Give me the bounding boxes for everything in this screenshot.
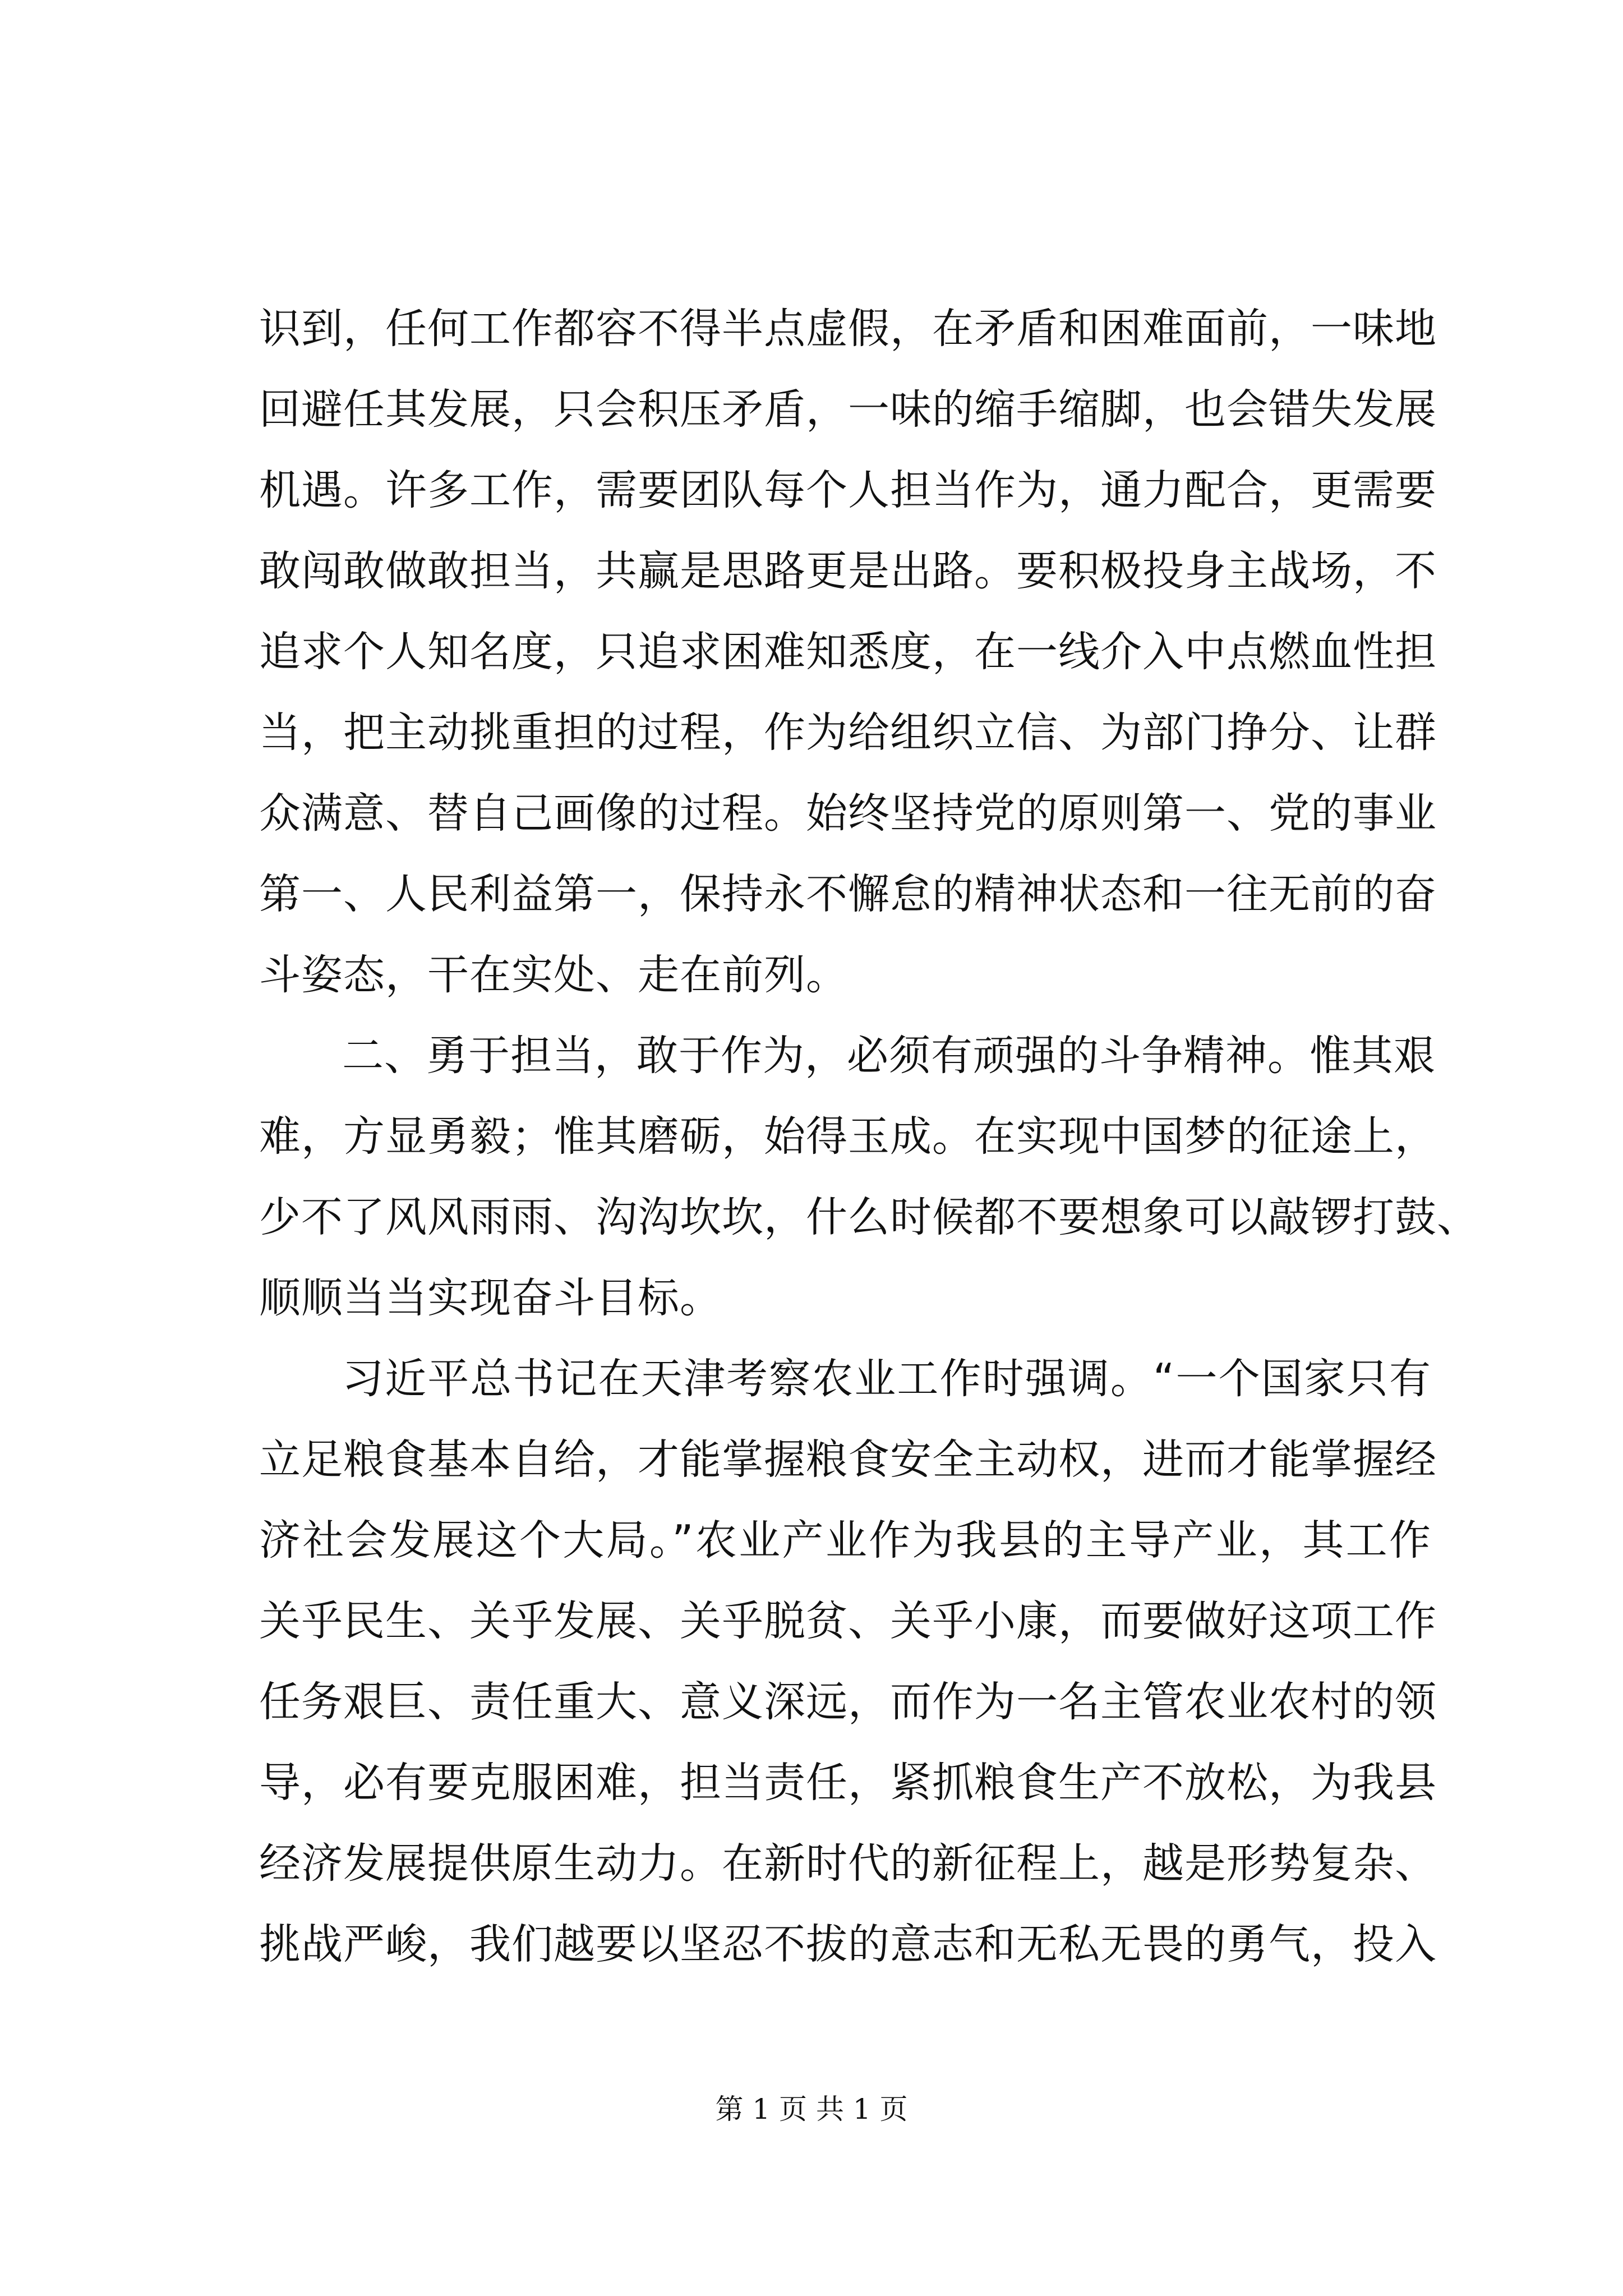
text-line: 识到，任何工作都容不得半点虚假，在矛盾和困难面前，一味地 xyxy=(259,305,1437,353)
text-line: 机遇。许多工作，需要团队每个人担当作为，通力配合，更需要 xyxy=(259,466,1437,514)
text-line: 济社会发展这个大局。”农业产业作为我县的主导产业，其工作 xyxy=(259,1516,1431,1565)
page-footer: 第 1 页 共 1 页 xyxy=(715,2093,908,2125)
text-line: 任务艰巨、责任重大、意义深远，而作为一名主管农业农村的领 xyxy=(259,1678,1437,1726)
text-line: 少不了风风雨雨、沟沟坎坎，什么时候都不要想象可以敲锣打鼓、 xyxy=(259,1193,1479,1241)
text-line: 回避任其发展，只会积压矛盾，一味的缩手缩脚，也会错失发展 xyxy=(259,385,1437,434)
text-line: 难，方显勇毅；惟其磨砺，始得玉成。在实现中国梦的征途上， xyxy=(259,1112,1437,1161)
text-line: 习近平总书记在天津考察农业工作时强调。“一个国家只有 xyxy=(342,1355,1431,1403)
text-line: 导，必有要克服困难，担当责任，紧抓粮食生产不放松，为我县 xyxy=(259,1759,1437,1807)
section-heading-line: 二、勇于担当，敢于作为，必须有顽强的斗争精神。惟其艰 xyxy=(342,1032,1436,1080)
text-line: 第一、人民利益第一，保持永不懈怠的精神状态和一往无前的奋 xyxy=(259,870,1437,918)
text-line: 立足粮食基本自给，才能掌握粮食安全主动权，进而才能掌握经 xyxy=(259,1435,1437,1484)
text-line: 关乎民生、关乎发展、关乎脱贫、关乎小康，而要做好这项工作 xyxy=(259,1597,1437,1645)
text-line: 顺顺当当实现奋斗目标。 xyxy=(259,1274,722,1322)
text-line: 斗姿态，干在实处、走在前列。 xyxy=(259,951,848,999)
text-line: 敢闯敢做敢担当，共赢是思路更是出路。要积极投身主战场，不 xyxy=(259,547,1437,595)
text-line: 追求个人知名度，只追求困难知悉度，在一线介入中点燃血性担 xyxy=(259,628,1437,676)
text-line: 当，把主动挑重担的过程，作为给组织立信、为部门挣分、让群 xyxy=(259,708,1437,757)
text-line: 挑战严峻，我们越要以坚忍不拔的意志和无私无畏的勇气，投入 xyxy=(259,1920,1437,1968)
text-line: 众满意、替自己画像的过程。始终坚持党的原则第一、党的事业 xyxy=(259,789,1437,838)
text-line: 经济发展提供原生动力。在新时代的新征程上，越是形势复杂、 xyxy=(259,1839,1437,1888)
